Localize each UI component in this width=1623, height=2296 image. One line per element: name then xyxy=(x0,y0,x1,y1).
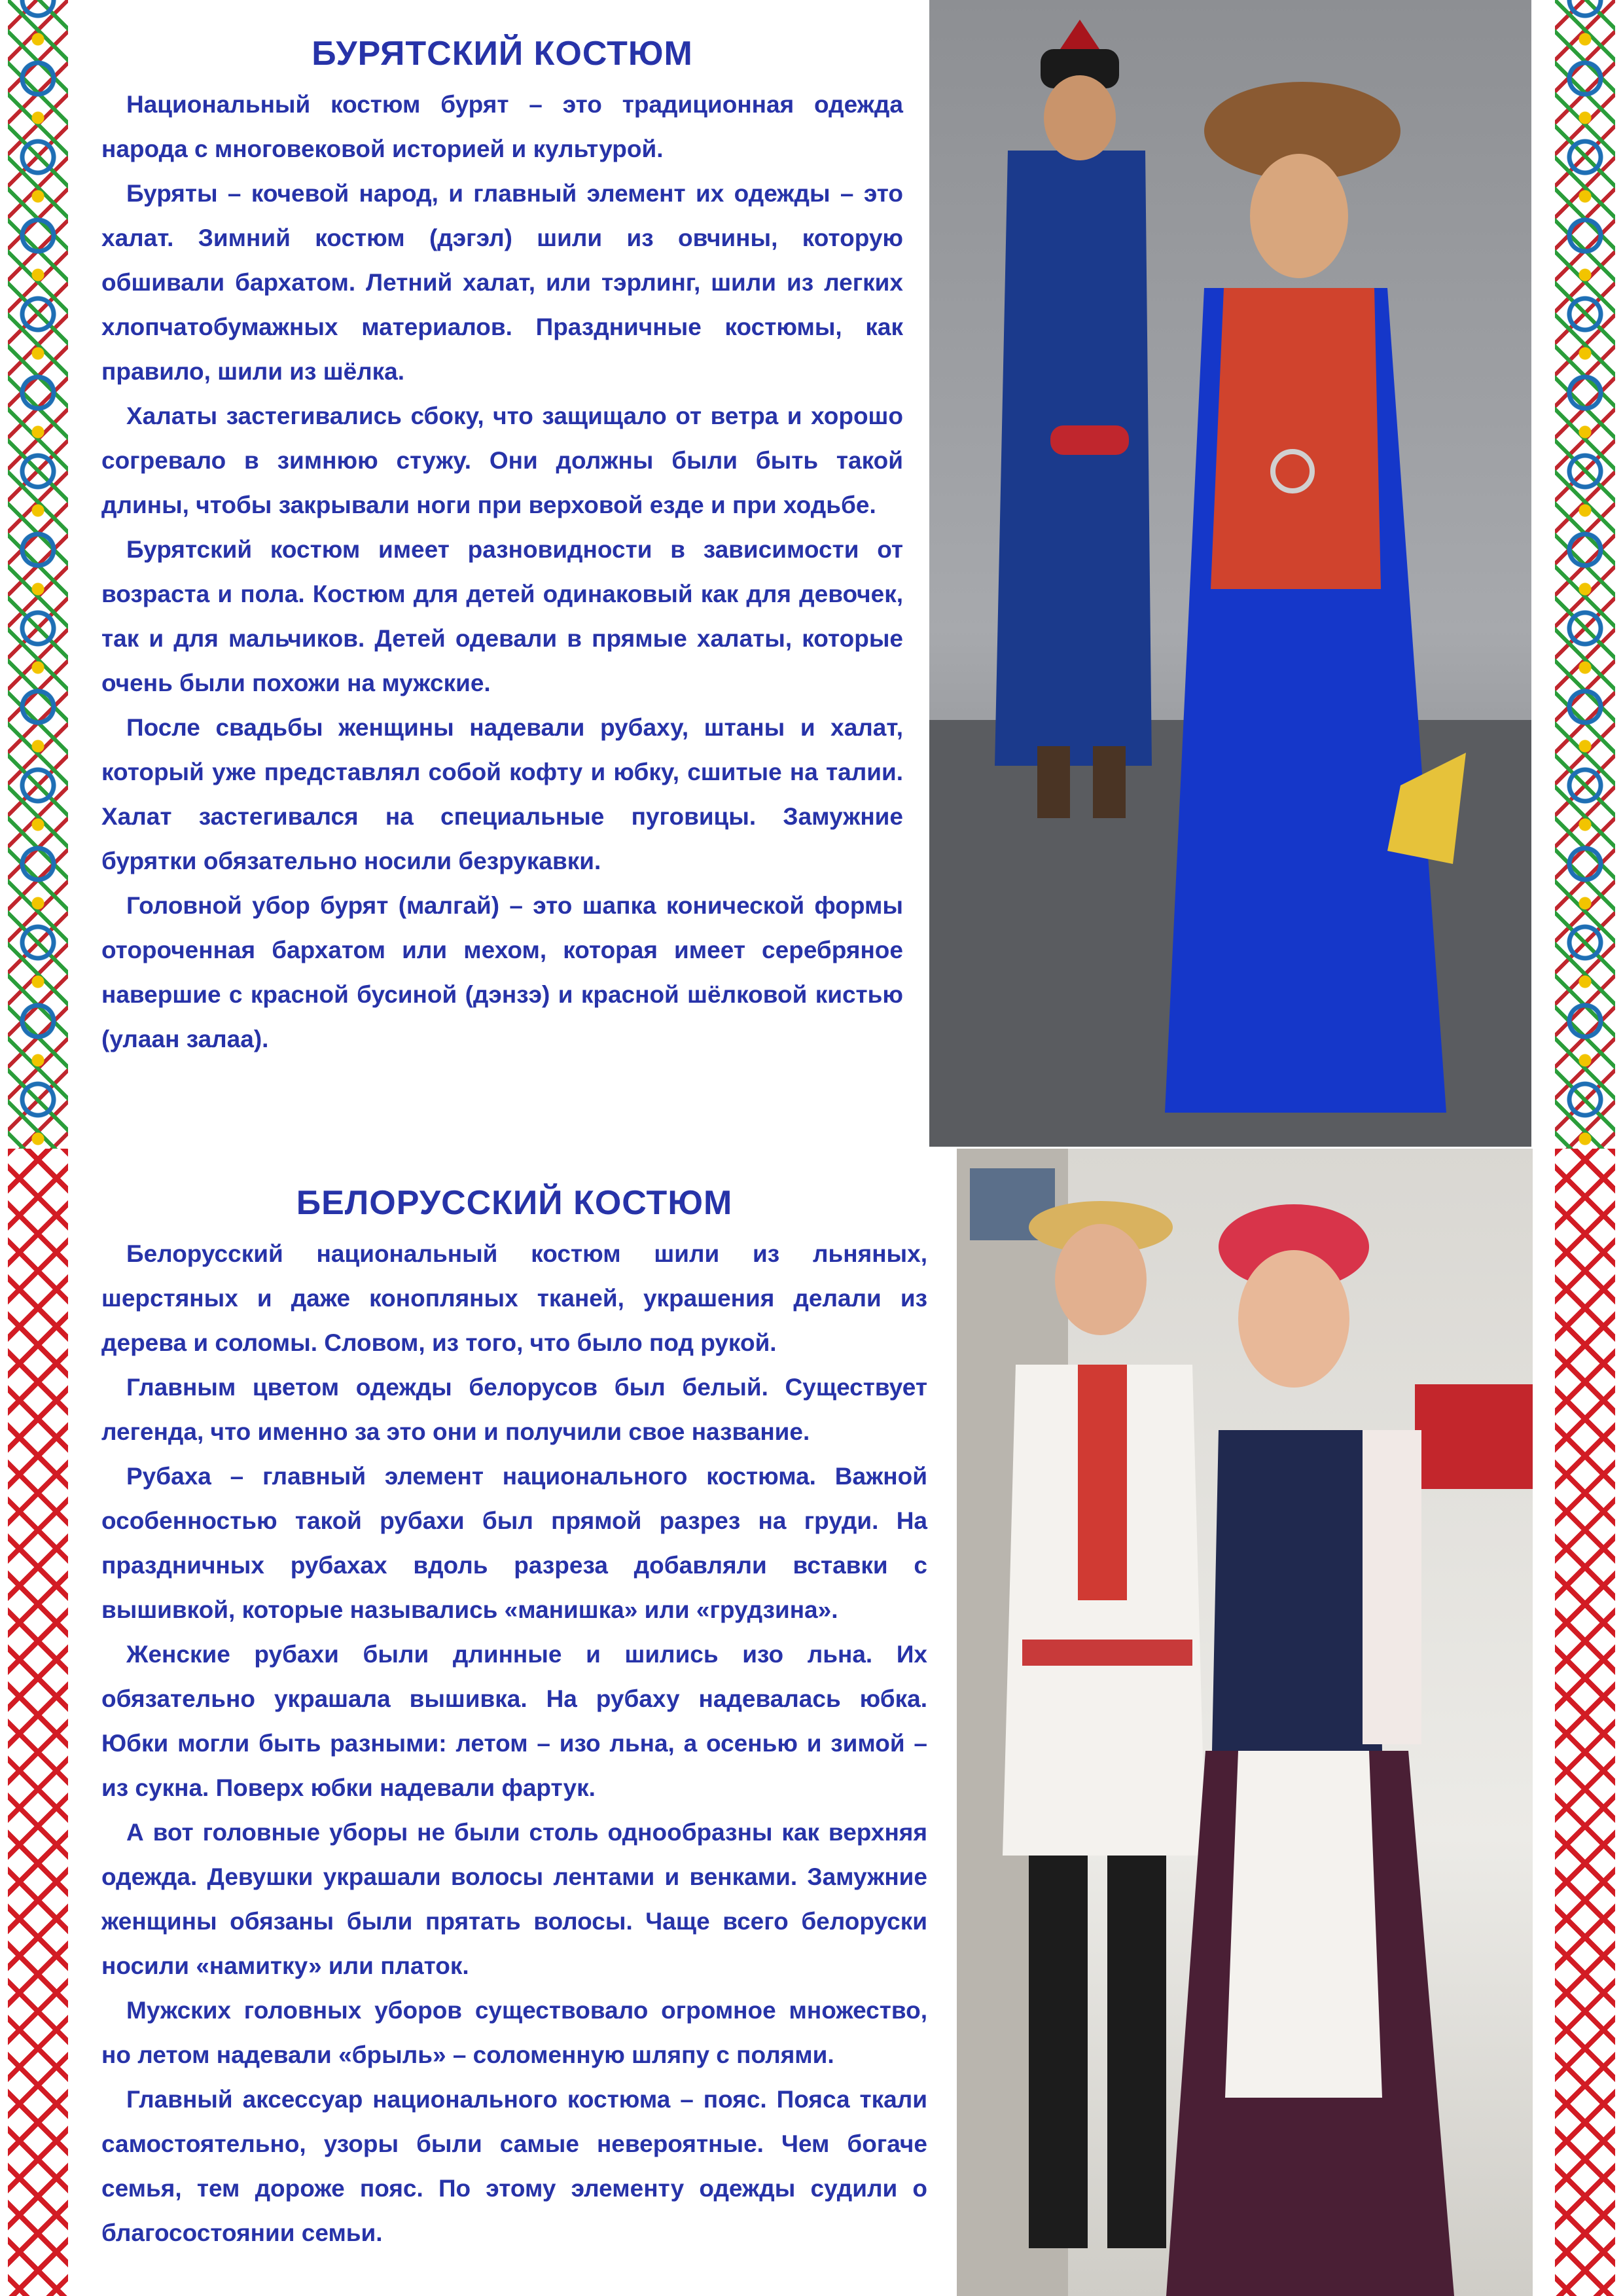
belarus-ornament-border-right xyxy=(1555,1149,1615,2296)
buryat-paragraph: После свадьбы женщины надевали рубаху, штаны и халат, который уже представлял собой кофту и юбку, сшитые на талии. Халат застегивался на специальные пуговицы. Замужние бурятки обязательно носили безрукавки. xyxy=(101,714,903,874)
buryat-photo-illustration xyxy=(929,0,1531,1147)
belarus-paragraph: Женские рубахи были длинные и шились изо льна. Их обязательно украшала вышивка. На рубаху надевалась юбка. Юбки могли быть разными: летом – изо льна, а осенью и зимой – из сукна. Поверх юбки надевали фартук. xyxy=(101,1641,927,1801)
buryat-section xyxy=(101,34,903,1062)
buryat-paragraph: Буряты – кочевой народ, и главный элемент их одежды – это халат. Зимний костюм (дэгэл) шили из овчины, которую обшивали бархатом. Летний халат, или тэрлинг, шили из легких хлопчатобумажных материалов. Праздничные костюмы, как правило, шили из шёлка. xyxy=(101,180,903,385)
belarus-paragraph: А вот головные уборы не были столь однообразны как верхняя одежда. Девушки украшали волосы лентами и венками. Замужние женщины обязаны были прятать волосы. Чаще всего белоруски носили «намитку» или платок. xyxy=(101,1819,927,1979)
belarus-paragraph: Белорусский национальный костюм шили из льняных, шерстяных и даже конопляных тканей, украшения делали из дерева и соломы. Словом, из того, что было под рукой. xyxy=(101,1240,927,1356)
buryat-title: БУРЯТСКИЙ КОСТЮМ xyxy=(312,35,693,73)
buryat-costume-photo xyxy=(929,0,1531,1147)
buryat-paragraph: Бурятский костюм имеет разновидности в зависимости от возраста и пола. Костюм для детей одинаковый как для девочек, так и для мальчиков. Детей одевали в прямые халаты, которые очень были похожи на мужские. xyxy=(101,536,903,696)
belarus-photo-illustration xyxy=(957,1149,1533,2296)
belarus-title: БЕЛОРУССКИЙ КОСТЮМ xyxy=(296,1184,733,1222)
belarus-ornament-border-left xyxy=(8,1149,68,2296)
buryat-ornament-border-right xyxy=(1555,0,1615,1149)
belarus-paragraph: Рубаха – главный элемент национального костюма. Важной особенностью такой рубахи был прямой разрез на груди. На праздничных рубахах вдоль разреза добавляли вставки с вышивкой, которые назывались «манишка» или «грудзина». xyxy=(101,1463,927,1623)
belarus-paragraph: Мужских головных уборов существовало огромное множество, но летом надевали «брыль» – соломенную шляпу с полями. xyxy=(101,1997,927,2068)
buryat-paragraph: Национальный костюм бурят – это традиционная одежда народа с многовековой историей и культурой. xyxy=(101,91,903,162)
buryat-ornament-border-left xyxy=(8,0,68,1149)
belarus-paragraph: Главным цветом одежды белорусов был белый. Существует легенда, что именно за это они и получили свое название. xyxy=(101,1374,927,1445)
buryat-paragraph: Халаты застегивались сбоку, что защищало от ветра и хорошо согревало в зимнюю стужу. Они должны были быть такой длины, чтобы закрывали ноги при верховой езде и при ходьбе. xyxy=(101,403,903,518)
belarus-section xyxy=(101,1183,927,2255)
buryat-paragraph: Головной убор бурят (малгай) – это шапка конической формы отороченная бархатом или мехом, которая имеет серебряное навершие с красной бусиной (дэнзэ) и красной шёлковой кистью (улаан залаа). xyxy=(101,892,903,1052)
belarus-paragraph: Главный аксессуар национального костюма – пояс. Пояса ткали самостоятельно, узоры были самые невероятные. Чем богаче семья, тем дороже пояс. По этому элементу одежды судили о благосостоянии семьи. xyxy=(101,2086,927,2246)
belarus-costume-photo xyxy=(957,1149,1533,2296)
